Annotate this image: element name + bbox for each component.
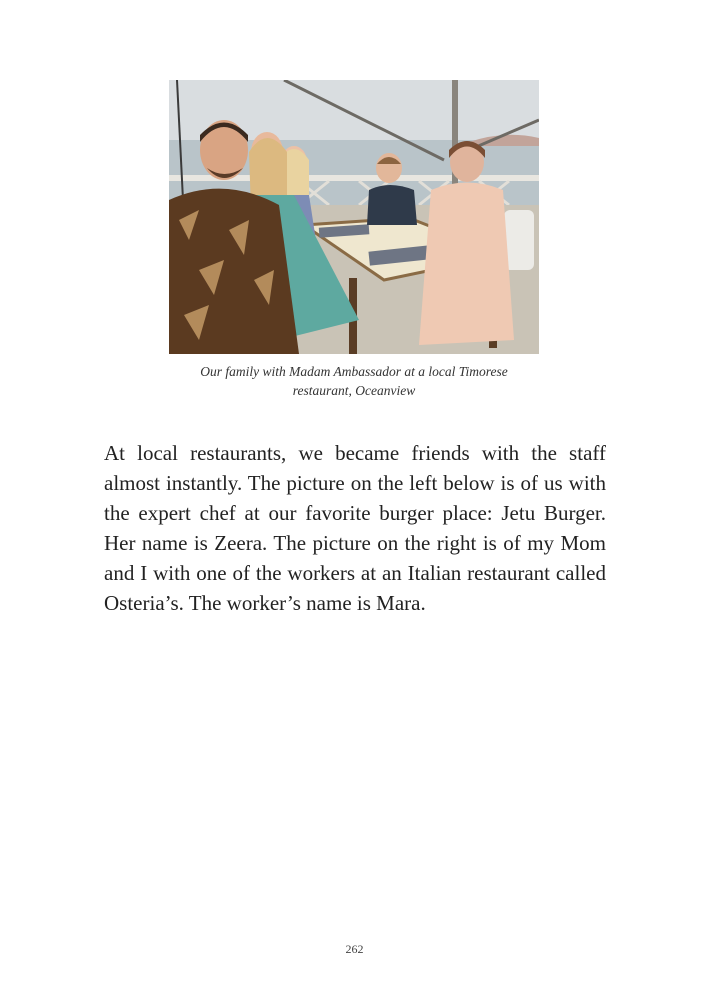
photo-caption xyxy=(150,362,558,400)
photo-illustration xyxy=(169,80,539,354)
page-number: 262 xyxy=(345,942,364,956)
caption-line-1: Our family with Madam Ambassador at a local Timorese xyxy=(200,364,508,379)
family-restaurant-photo xyxy=(169,80,539,354)
caption-line-2: restaurant, Oceanview xyxy=(292,383,416,398)
body-paragraph: At local restaurants, we became friends with the staff almost instantly. The picture on the left below is of us with the expert chef at our favorite burger place: Jetu Burger. Her name is Zeera. The picture on the right is of my Mom and I with one of the workers at an Italian restaurant called Osteria’s. The worker’s name is Mara. xyxy=(104,441,606,615)
